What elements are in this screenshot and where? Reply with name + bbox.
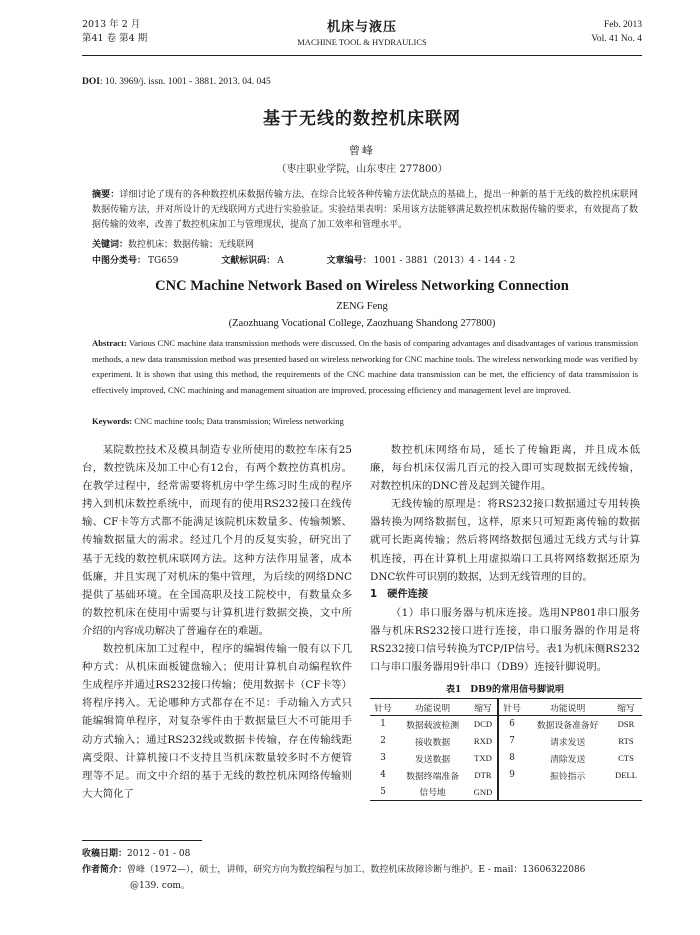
author-bio-text: 曾峰（1972—），硕士，讲师，研究方向为数控编程与加工、数控机床故障诊断与维护。E - mail：13606322086 (127, 865, 586, 875)
author-name-en: ZENG Feng (336, 301, 388, 312)
table-caption: 表1 DB9的常用信号脚说明 (446, 685, 564, 695)
table-row (370, 716, 642, 733)
abstract-cn (92, 188, 638, 233)
clc-number: TG659 (148, 256, 179, 266)
doc-code-label: 文献标识码： (221, 256, 276, 266)
body-paragraph: 数控机床加工过程中，程序的编辑传输一般有以下几种方式：从机床面板键盘输入；使用计算机自动编程软件生成程序并通过RS232接口传输；使用数据卡（CF卡等）将程序拷入。无论哪种方式都存在不足：手动输入方式只能编辑简单程序，对复杂零件由于数据量巨大不可能用手动方式输入；通过RS232线或数据卡传输，存在传输线距离受限、计算机接口不支持且当机床数量较多时不方便管理等不足。而文中介绍的基于无线的数控机床网络传输则大大简化了 (82, 643, 352, 800)
keywords-cn (92, 237, 254, 250)
table-header-cell: 缩写 (469, 699, 498, 716)
author-name-cn: 曾峰 (349, 144, 375, 157)
abstract-en-text: Various CNC machine data transmission methods were discussed. On the basis of comparing advantages and disadvantages of various transmission methods, a new data transmission method was presented based on wireless networking for CNC machine tools. The wireless networking mode was verified by experiment. It is shown that using this method, the requirements of the CNC machine data transmission can be met, the efficiency of data transmission is effectively improved, CNC machining and management situation are improved, processing efficiency and management level are improved. (92, 338, 638, 395)
table-cell: 2 (380, 736, 386, 746)
table-cell: GND (469, 784, 498, 801)
table-cell (610, 784, 642, 801)
issue-date-en: Feb. 2013 (604, 20, 642, 30)
author-bio-label: 作者简介： (82, 865, 128, 875)
issue-date-cn: 2013 年 2 月 (82, 19, 141, 30)
body-paragraph: 数控机床网络布局，延长了传输距离，并且成本低廉，每台机床仅需几百元的投入即可实现数据无线传输，对数控机床的DNC普及起到关键作用。 (370, 444, 640, 493)
issue-volume-en: Vol. 41 No. 4 (591, 34, 642, 44)
doi-label: DOI (82, 77, 100, 87)
table-row (370, 767, 642, 784)
received-date (82, 846, 642, 862)
header-right (591, 18, 642, 46)
table-cell: 清除发送 (550, 754, 586, 765)
table-cell (498, 784, 525, 801)
table-cell: DCD (469, 716, 498, 733)
table-cell: RTS (618, 736, 634, 746)
table-header-cell: 功能说明 (415, 703, 451, 714)
table-cell: 请求发送 (550, 737, 586, 748)
body-paragraph: （1）串口服务器与机床连接。选用NP801串口服务器与机床RS232接口进行连接，串口服务器的作用是将RS232接口信号转换为TCP/IP信号。表1为机床侧RS232口与串口服务器用9针串口（DB9）连接针脚说明。 (370, 607, 640, 674)
footnote (82, 846, 642, 894)
affiliation-en: (Zaozhuang Vocational College, Zaozhuang Shandong 277800) (228, 318, 496, 329)
abstract-en-label: Abstract: (92, 338, 127, 348)
keywords-en-label: Keywords: (92, 416, 133, 426)
keywords-cn-label: 关键词： (92, 240, 129, 250)
doi-line (82, 77, 271, 87)
author-bio (82, 862, 642, 878)
article-number: 1001 - 3881（2013）4 - 144 - 2 (373, 256, 516, 266)
classification-line (92, 253, 638, 266)
table-cell: 接收数据 (415, 737, 451, 748)
affiliation-cn: （枣庄职业学院，山东枣庄 277800） (276, 164, 448, 175)
table-cell: 6 (509, 719, 515, 730)
paper-title-en: CNC Machine Network Based on Wireless Networking Connection (155, 278, 569, 294)
table-cell: 信号地 (419, 788, 446, 799)
doi-value: : 10. 3969/j. issn. 1001 - 3881. 2013. 04. 045 (99, 77, 271, 87)
table-cell: TXD (469, 750, 498, 767)
abstract-en (92, 336, 638, 398)
table-cell: 8 (509, 753, 515, 763)
paper-title-cn: 基于无线的数控机床联网 (263, 109, 461, 129)
table-header-cell: 针号 (374, 703, 392, 714)
received-label: 收稿日期： (82, 849, 128, 859)
journal-name-cn: 机床与液压 (326, 20, 397, 35)
table-cell: 1 (380, 719, 386, 730)
table-cell: DELL (615, 770, 637, 780)
table-cell: 发送数据 (415, 754, 451, 765)
author-email-tail: @139. com。 (130, 881, 190, 891)
footnote-rule (82, 840, 202, 841)
journal-name-en: MACHINE TOOL & HYDRAULICS (297, 37, 427, 47)
doc-code: A (277, 256, 284, 266)
table-cell: 数据载波检测 (406, 720, 459, 731)
body-column-right (370, 441, 640, 677)
running-header (82, 10, 642, 56)
journal-name (82, 16, 642, 47)
table-cell: 数据设备准备好 (536, 720, 599, 731)
table-cell: DTR (469, 767, 498, 784)
table-header-row (370, 699, 642, 716)
received-value: 2012 - 01 - 08 (127, 849, 191, 859)
table-cell: 4 (380, 770, 386, 780)
abstract-cn-label: 摘要： (92, 190, 120, 200)
keywords-cn-text: 数控机床；数据传输；无线联网 (128, 240, 255, 250)
table-header-cell: 功能说明 (550, 703, 586, 714)
keywords-en-text: CNC machine tools; Data transmission; Wireless networking (134, 416, 344, 426)
table-cell: 9 (509, 770, 515, 780)
table-cell: 数据终端准备 (406, 771, 459, 782)
article-number-label: 文章编号： (326, 256, 372, 266)
table-cell (525, 784, 610, 801)
table-row (370, 750, 642, 767)
body-paragraph: 某院数控技术及模具制造专业所使用的数控车床有25台，数控铣床及加工中心有12台，有两个数控仿真机房。在教学过程中，经常需要将机房中学生练习时生成的程序拷入到机床数控系统中，而现有的使用RS232接口在线传输、CF卡等方式都不能满足该院机床数量多、传输频繁、传输数据量大的需求。经过几个月的反复实验，研究出了基于无线的数控机床联网方法。这种方法作用显著，成本低廉，并且实现了对机床的集中管理，为后续的网络DNC提供了基础环境。在全国高职及技工院校中，有数量众多的数控机床在使用中需要与计算机进行数据交换，文中所介绍的内容成功解决了普遍存在的难题。 (82, 444, 352, 637)
table-cell: 7 (509, 736, 515, 746)
table-header-cell: 针号 (503, 703, 521, 714)
pin-table (370, 698, 642, 801)
table-cell: 振铃指示 (550, 771, 586, 782)
issue-volume-cn: 第41 卷 第4 期 (82, 33, 148, 44)
table-row (370, 733, 642, 750)
table-cell: 3 (380, 753, 386, 763)
clc-label: 中图分类号： (92, 256, 147, 266)
table-cell: RXD (469, 733, 498, 750)
table-cell: DSR (617, 719, 635, 730)
body-paragraph: 无线传输的原理是：将RS232接口数据通过专用转换器转换为网络数据包，这样，原来只可短距离传输的数据就可长距离传输；然后将网络数据包通过无线方式与计算机连接，再在计算机上用虚拟端口工具将网络数据还原为DNC软件可识别的数据，达到无线管理的目的。 (370, 498, 640, 583)
table-row (370, 784, 642, 801)
table-cell: CTS (618, 753, 634, 763)
body-column-left (82, 441, 352, 803)
table-header-cell: 缩写 (617, 703, 635, 714)
keywords-en (92, 416, 344, 426)
abstract-cn-text: 详细讨论了现有的各种数控机床数据传输方法，在综合比较各种传输方法优缺点的基础上，提出一种新的基于无线的数控机床联网数据传输方法，并对所设计的无线联网方式进行实验验证。实验结果表明：采用该方法能够满足数控机床数据传输的要求，有效提高了数据传输的效率，改善了数控机床加工与管理现状，提高了加工效率和管理水平。 (92, 190, 638, 230)
table-cell: 5 (380, 786, 386, 797)
section-heading: 1 硬件连接 (370, 588, 429, 600)
